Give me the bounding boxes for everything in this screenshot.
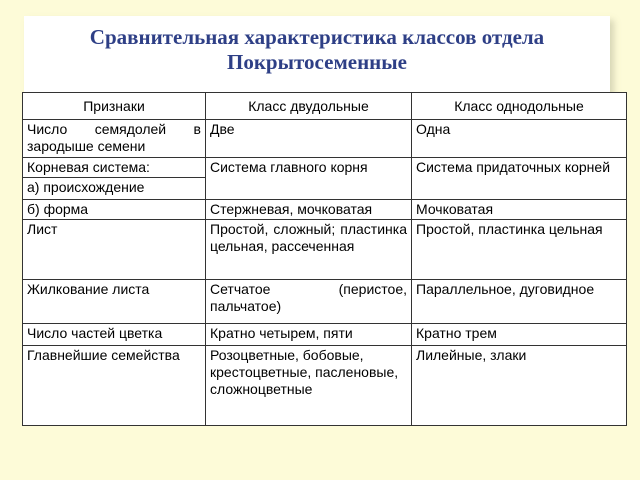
header-features: Признаки bbox=[23, 93, 206, 120]
header-row bbox=[23, 93, 627, 120]
row-monocot-value: Одна bbox=[412, 120, 627, 158]
row-feature: Число частей цветка bbox=[23, 324, 206, 346]
row-monocot-value: Мочковатая bbox=[412, 200, 627, 220]
table-row bbox=[23, 120, 627, 158]
row-monocot-value: Система придаточных корней bbox=[412, 158, 627, 200]
row-feature: Лист bbox=[23, 220, 206, 280]
table-row bbox=[23, 324, 627, 346]
row-feature: Главнейшие семейства bbox=[23, 346, 206, 426]
row-dicot-value: Система главного корня bbox=[206, 158, 412, 200]
row-feature: б) форма bbox=[23, 200, 206, 220]
table-row bbox=[23, 158, 627, 178]
row-monocot-value: Простой, пластинка цельная bbox=[412, 220, 627, 280]
row-monocot-value: Лилейные, злаки bbox=[412, 346, 627, 426]
table-row bbox=[23, 220, 627, 280]
row-feature: Число семядолей в зародыше семени bbox=[23, 120, 206, 158]
table-row bbox=[23, 346, 627, 426]
row-feature: Жилкование листа bbox=[23, 280, 206, 324]
row-dicot-value: Сетчатое (перистое, пальчатое) bbox=[206, 280, 412, 324]
row-dicot-value: Две bbox=[206, 120, 412, 158]
row-feature: а) происхождение bbox=[23, 178, 206, 200]
comparison-table bbox=[22, 92, 627, 426]
header-monocots: Класс однодольные bbox=[412, 93, 627, 120]
row-monocot-value: Параллельное, дуговидное bbox=[412, 280, 627, 324]
row-monocot-value: Кратно трем bbox=[412, 324, 627, 346]
row-feature: Корневая система: bbox=[23, 158, 206, 178]
row-dicot-value: Стержневая, мочковатая bbox=[206, 200, 412, 220]
row-dicot-value: Кратно четырем, пяти bbox=[206, 324, 412, 346]
table-row bbox=[23, 200, 627, 220]
row-dicot-value: Розоцветные, бобовые, крестоцветные, пасленовые, сложноцветные bbox=[206, 346, 412, 426]
row-dicot-value: Простой, сложный; пластинка цельная, рассеченная bbox=[206, 220, 412, 280]
header-dicots: Класс двудольные bbox=[206, 93, 412, 120]
title-line-2: Покрытосеменные bbox=[227, 50, 407, 74]
slide-title bbox=[24, 16, 610, 94]
table-row bbox=[23, 280, 627, 324]
title-line-1: Сравнительная характеристика классов отдела bbox=[89, 25, 545, 49]
